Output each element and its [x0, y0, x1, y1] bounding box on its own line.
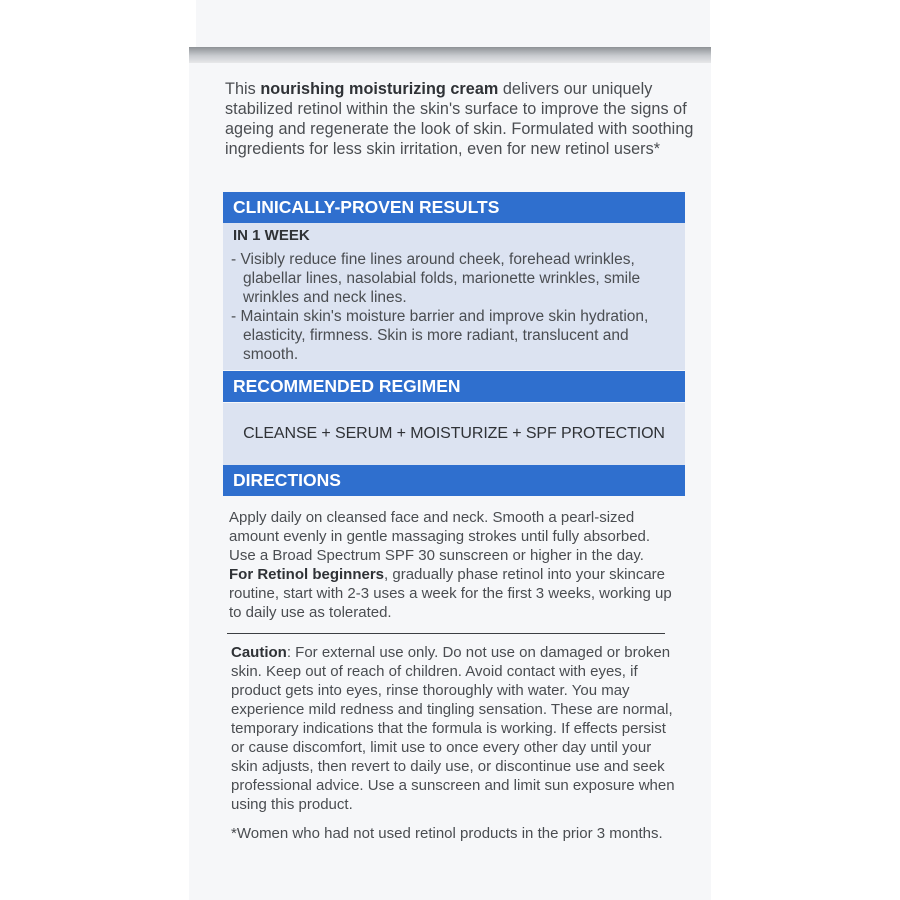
directions-text [229, 508, 679, 622]
caution-text [231, 643, 681, 814]
caution-body: : For external use only. Do not use on damaged or broken skin. Keep out of reach of children. Avoid contact with eyes, if product gets into eyes, rinse thoroughly with water. You may experience mild redness and tingling sensation. These are normal, temporary indications that the formula is working. If effects persist or cause discomfort, limit use to once every other day until your skin adjusts, then revert to daily use, or discontinue use and seek professional advice. Use a sunscreen and limit sun exposure when using this product. [231, 644, 675, 813]
results-heading: CLINICALLY-PROVEN RESULTS [223, 192, 685, 223]
intro-paragraph [225, 79, 695, 159]
beginners-label: For Retinol beginners [229, 566, 385, 583]
results-period: IN 1 WEEK [233, 227, 310, 244]
footnote: *Women who had not used retinol products in the prior 3 months. [231, 825, 663, 842]
caution-label: Caution [231, 644, 287, 661]
intro-rest: delivers our uniquely stabilized retinol within the skin's surface to improve the signs of ageing and regenerate the look of skin. Formulated with soothing ingredients for less skin irritation, even for new retinol users* [225, 80, 694, 158]
directions-heading: DIRECTIONS [223, 465, 685, 496]
results-list [231, 250, 671, 364]
beginners-text: , gradually phase retinol into your skincare routine, start with 2-3 uses a week for the first 3 weeks, working up to daily use as tolerated. [229, 566, 672, 621]
directions-main: Apply daily on cleansed face and neck. Smooth a pearl-sized amount evenly in gentle massaging strokes until fully absorbed. Use a Broad Spectrum SPF 30 sunscreen or higher in the day. [229, 509, 651, 564]
list-item: - Maintain skin's moisture barrier and improve skin hydration, elasticity, firmness. Skin is more radiant, translucent and smooth. [231, 308, 649, 363]
regimen-steps: CLEANSE + SERUM + MOISTURIZE + SPF PROTECTION [243, 425, 665, 442]
list-item: - Visibly reduce fine lines around cheek, forehead wrinkles, glabellar lines, nasolabial folds, marionette wrinkles, smile wrinkles and neck lines. [231, 251, 641, 306]
section-divider [227, 633, 665, 634]
regimen-heading: RECOMMENDED REGIMEN [223, 371, 685, 402]
intro-highlight: nourishing moisturizing cream [260, 80, 499, 98]
intro-lead: This [225, 80, 261, 98]
